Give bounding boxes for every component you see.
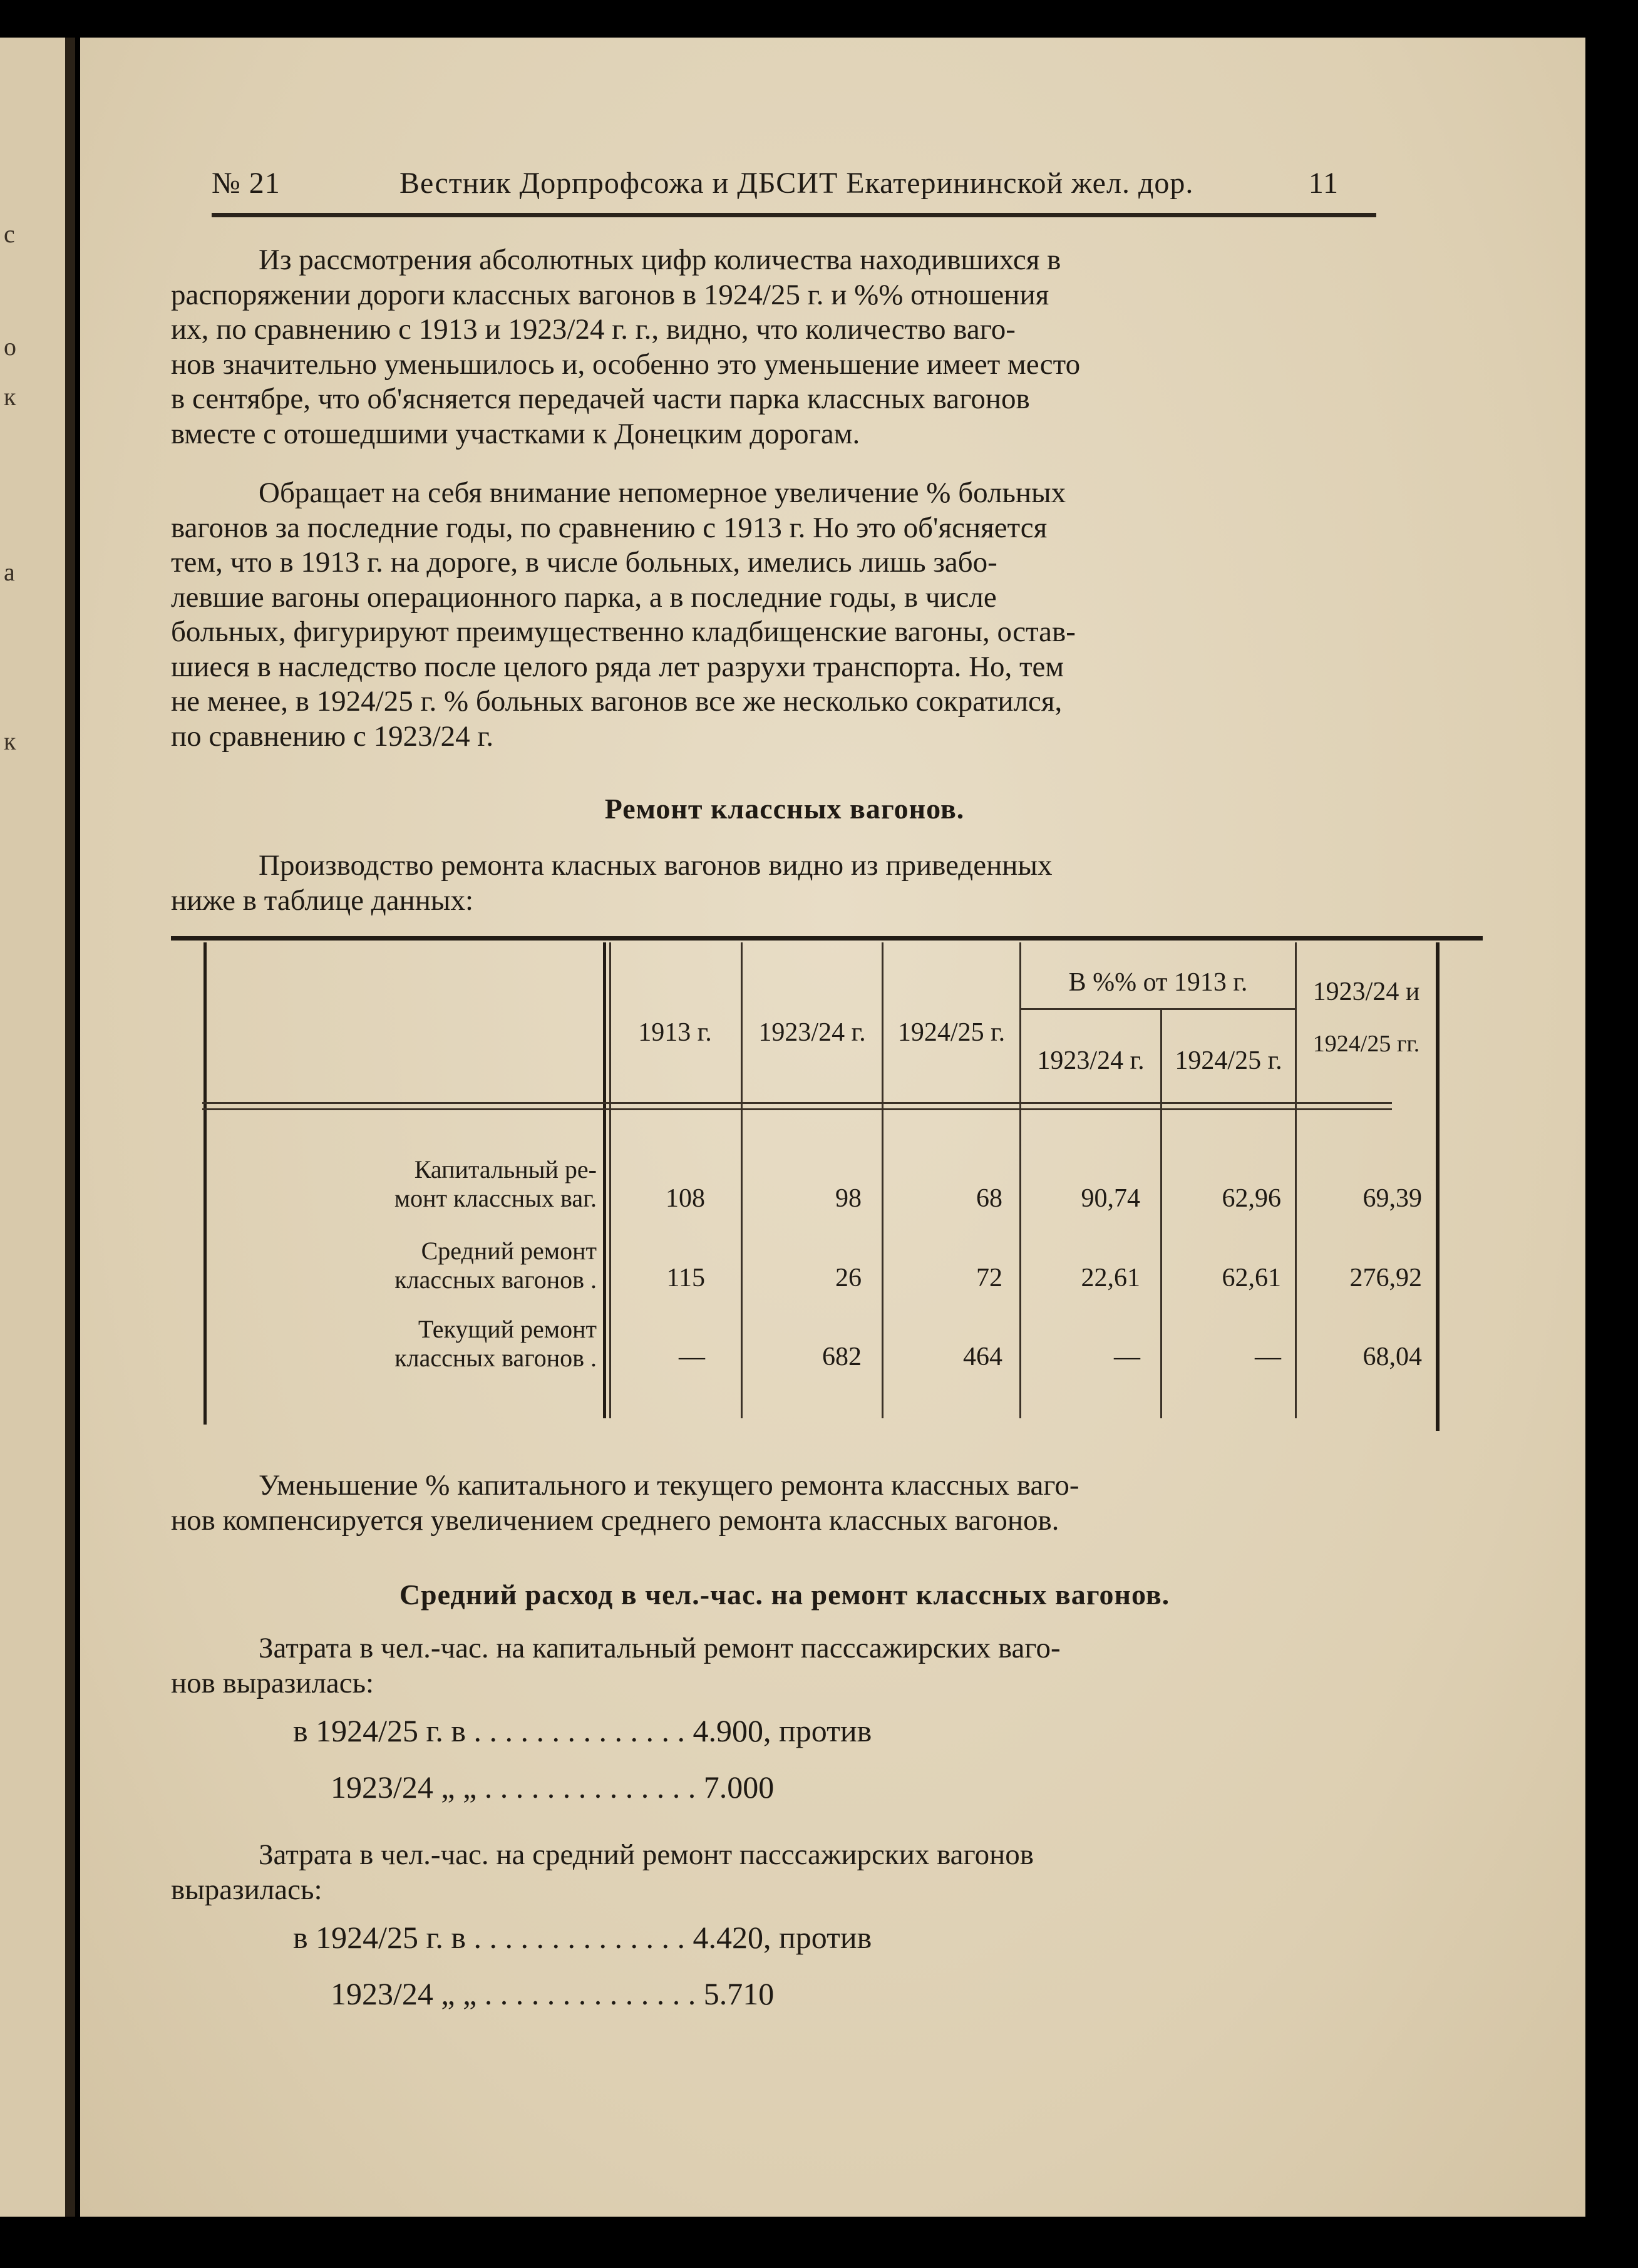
header-percent-1924-25: 1924/25 г. [1175,1046,1282,1075]
text-line: нов значительно уменьшилось и, особенно это уменьшение имеет место [171,348,1081,381]
text-line: ниже в таблице данных: [171,884,474,917]
cell-current-1913: — [679,1343,705,1371]
text-line: больных, фигурируют преимущественно кладбищенские вагоны, остав- [171,616,1076,648]
row-label-line: классных вагонов . [394,1265,597,1294]
text-line: вагонов за последние годы, по сравнению с 1913 г. Но это об'ясняется [171,511,1048,544]
scan-background [0,2217,1638,2268]
cell-capital-pct-1923-24: 90,74 [1081,1184,1140,1213]
text-line: Затрата в чел.-час. на капитальный ремонт пасссажирских ваго- [259,1632,1061,1664]
text-line: выразилась: [171,1873,322,1906]
margin-fragment: с [4,220,15,248]
cell-medium-pct-1924-25: 62,61 [1222,1264,1281,1292]
cell-capital-1913: 108 [666,1184,705,1213]
margin-fragment: к [4,727,16,755]
cell-current-pct-1924-25: — [1255,1343,1281,1371]
text-line: левшие вагоны операционного парка, а в последние годы, в числе [171,580,997,614]
row-label-line: монт классных ваг. [394,1184,597,1212]
paragraph-6 [171,1838,1398,1907]
table-vline [203,942,207,1425]
text-line: шиеся в наследство после целого ряда лет разрухи транспорта. Но, тем [171,650,1064,683]
section-heading-repair: Ремонт классных вагонов. [604,793,965,825]
text-line: Затрата в чел.-час. на средний ремонт пасссажирских вагонов [259,1838,1034,1871]
text-line: распоряжении дороги классных вагонов в 1924/25 г. и %% отношения [171,278,1049,311]
margin-fragment: о [4,332,16,361]
header-1924-25: 1924/25 г. [897,1018,1006,1047]
cell-medium-1924-25: 72 [976,1264,1002,1292]
cell-capital-pct-1924-25: 62,96 [1222,1184,1281,1213]
cell-current-1923-24: 682 [822,1343,862,1371]
cell-medium-1913: 115 [666,1264,705,1292]
row-label-current [209,1315,597,1373]
header-percent-group: В %% от 1913 г. [1068,968,1248,997]
table-header-rule [202,1108,1392,1110]
row-label-line: классных вагонов . [394,1344,597,1372]
cell-capital-ratio: 69,39 [1362,1184,1422,1213]
text-line: Уменьшение % капитального и текущего ремонта классных ваго- [259,1469,1079,1502]
text-line: по сравнению с 1923/24 г. [171,719,494,753]
left-page-strip [0,38,75,2217]
text-line: вместе с отошедшими участками к Донецким дорогам. [171,417,860,450]
header-1923-24: 1923/24 г. [758,1018,866,1047]
row-label-capital [209,1155,597,1213]
paragraph-5 [171,1631,1398,1701]
row-label-line: Текущий ремонт [418,1315,597,1343]
table-top-rule [171,936,1483,941]
capital-cost-line-2: 1923/24 „ „ . . . . . . . . . . . . . . 7.000 [331,1770,775,1805]
text-line: Обращает на себя внимание непомерное увеличение % больных [259,477,1066,509]
cell-current-ratio: 68,04 [1362,1343,1422,1371]
text-line: Производство ремонта класных вагонов видно из приведенных [259,849,1053,882]
header-1913: 1913 г. [638,1018,712,1047]
text-line: нов выразилась: [171,1666,374,1699]
text-line: тем, что в 1913 г. на дороге, в числе больных, имелись лишь забо- [171,546,997,579]
medium-cost-line-1: в 1924/25 г. в . . . . . . . . . . . . . . 4.420, против [293,1920,872,1955]
text-line: в сентябре, что об'ясняется передачей части парка классных вагонов [171,383,1030,415]
paragraph-1 [171,243,1398,451]
table-vline [1436,942,1440,1431]
paragraph-4 [171,1468,1398,1538]
running-header [212,166,1339,210]
margin-fragment: а [4,558,15,586]
text-line: Из рассмотрения абсолютных цифр количества находившихся в [259,244,1061,276]
text-line: не менее, в 1924/25 г. % больных вагонов все же несколько сократился, [171,685,1063,718]
repair-table [171,936,1483,1431]
journal-title: Вестник Дорпрофсожа и ДБСИТ Екатерининской жел. дор. [399,167,1194,200]
medium-cost-line-2: 1923/24 „ „ . . . . . . . . . . . . . . 5.710 [331,1976,775,2011]
issue-number: № 21 [212,167,281,200]
table-vline [603,942,606,1418]
paragraph-3 [171,848,1398,918]
cell-medium-pct-1923-24: 22,61 [1081,1264,1140,1292]
capital-cost-line-1: в 1924/25 г. в . . . . . . . . . . . . . . 4.900, против [293,1713,872,1748]
header-rule [212,213,1376,217]
header-percent-1923-24: 1923/24 г. [1037,1046,1145,1075]
cell-medium-1923-24: 26 [835,1264,862,1292]
book-page [80,38,1585,2217]
cell-current-1924-25: 464 [963,1343,1002,1371]
table-subheader-rule [1019,1008,1295,1010]
row-label-line: Капитальный ре- [414,1155,597,1183]
cell-capital-1924-25: 68 [976,1184,1002,1213]
table-header-rule [202,1102,1392,1104]
paragraph-2 [171,476,1398,754]
header-ratio-bottom: 1924/25 гг. [1312,1031,1420,1057]
row-label-medium [209,1237,597,1294]
cell-medium-ratio: 276,92 [1349,1264,1422,1292]
page-number: 11 [1308,167,1339,200]
section-heading-labor: Средний расход в чел.-час. на ремонт классных вагонов. [399,1579,1170,1611]
text-line: нов компенсируется увеличением среднего ремонта классных вагонов. [171,1503,1059,1537]
margin-fragment: к [4,383,16,411]
book-gutter [65,38,75,2217]
row-label-line: Средний ремонт [421,1237,597,1265]
cell-capital-1923-24: 98 [835,1184,862,1213]
header-ratio-top: 1923/24 и [1312,977,1420,1006]
cell-current-pct-1923-24: — [1114,1343,1140,1371]
text-line: их, по сравнению с 1913 и 1923/24 г. г., видно, что количество ваго- [171,313,1016,346]
